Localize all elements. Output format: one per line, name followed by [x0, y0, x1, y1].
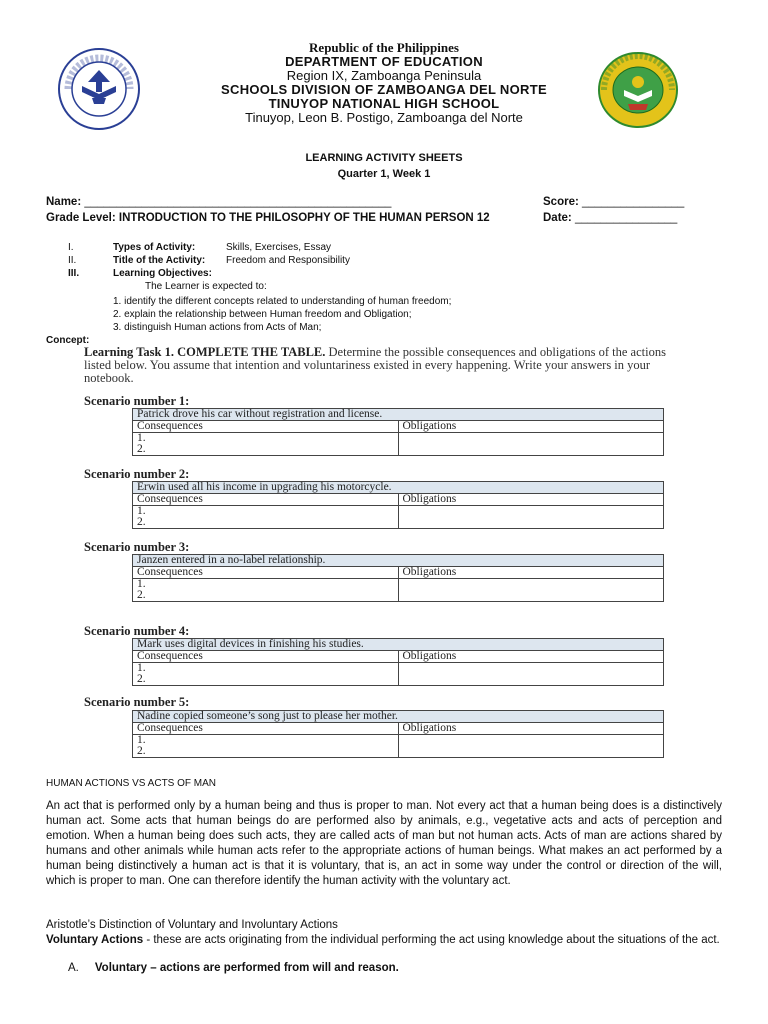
consequences-entry[interactable]: 1. 2.	[133, 579, 399, 602]
score-field[interactable]: ________________	[582, 196, 685, 208]
date-label: Date:	[543, 212, 572, 224]
obligations-header: Obligations	[398, 567, 664, 579]
scenario-table	[132, 638, 664, 686]
obligations-entry[interactable]	[398, 735, 664, 758]
objective-item: 2. explain the relationship between Human freedom and Obligation;	[113, 309, 412, 320]
score-label: Score:	[543, 196, 579, 208]
date-field[interactable]: ________________	[574, 212, 678, 224]
scenario-table	[132, 481, 664, 529]
concept-label: Concept:	[46, 335, 90, 346]
republic-heading: Republic of the Philippines	[309, 40, 459, 55]
scenario-text: Mark uses digital devices in finishing his studies.	[133, 639, 664, 651]
quarter-week: Quarter 1, Week 1	[337, 168, 431, 180]
scenario-table	[132, 710, 664, 758]
task-instructions: Determine the possible consequences and obligations of the actions listed below. You assume that intention and voluntariness existed in every happening. Write your answers in your notebook.	[84, 345, 666, 385]
objective-item: 3. distinguish Human actions from Acts of Man;	[113, 322, 322, 333]
consequences-header: Consequences	[133, 567, 399, 579]
voluntary-actions-text: - these are acts originating from the individual performing the act using knowledge about the situations of the act.	[143, 934, 720, 946]
address-heading: Tinuyop, Leon B. Postigo, Zamboanga del Norte	[245, 110, 523, 125]
grade-label: Grade Level:	[46, 212, 116, 224]
date-row	[543, 212, 677, 224]
consequences-header: Consequences	[133, 723, 399, 735]
learning-task	[84, 346, 670, 385]
item-a-label: Voluntary	[94, 962, 148, 974]
outline-label: Learning Objectives:	[113, 268, 212, 279]
division-heading: SCHOOLS DIVISION OF ZAMBOANGA DEL NORTE	[221, 82, 547, 97]
scenario-table	[132, 554, 664, 602]
scenario-text: Janzen entered in a no-label relationship.	[133, 555, 664, 567]
grade-row	[46, 212, 490, 224]
voluntary-actions-label: Voluntary Actions	[46, 934, 144, 946]
objectives-intro: The Learner is expected to:	[145, 281, 267, 292]
score-row	[543, 196, 684, 208]
name-row	[46, 196, 391, 208]
outline-num: III.	[68, 268, 80, 279]
aristotle-heading: Aristotle’s Distinction of Voluntary and Involuntary Actions	[46, 919, 338, 931]
scenario-label: Scenario number 3:	[84, 540, 190, 554]
consequences-entry[interactable]: 1. 2.	[133, 506, 399, 529]
item-a	[68, 962, 399, 974]
section-heading: HUMAN ACTIONS VS ACTS OF MAN	[46, 778, 217, 789]
obligations-entry[interactable]	[398, 663, 664, 686]
scenario-text: Erwin used all his income in upgrading his motorcycle.	[133, 482, 664, 494]
obligations-header: Obligations	[398, 723, 664, 735]
scenario-text: Patrick drove his car without registration and license.	[133, 409, 664, 421]
item-a-letter: A.	[68, 962, 79, 974]
scenario-label: Scenario number 2:	[84, 467, 190, 481]
outline-num: II.	[68, 255, 77, 266]
task-title: Learning Task 1. COMPLETE THE TABLE.	[84, 345, 326, 359]
obligations-entry[interactable]	[398, 579, 664, 602]
consequences-entry[interactable]: 1. 2.	[133, 663, 399, 686]
item-a-text: – actions are performed from will and reason.	[147, 962, 399, 974]
outline-num: I.	[68, 242, 74, 253]
scenario-table	[132, 408, 664, 456]
name-field[interactable]: ________________________________________________	[84, 196, 392, 208]
consequences-header: Consequences	[133, 494, 399, 506]
outline-label: Title of the Activity:	[113, 255, 206, 266]
department-heading: DEPARTMENT OF EDUCATION	[285, 54, 483, 69]
grade-value: INTRODUCTION TO THE PHILOSOPHY OF THE HUMAN PERSON 12	[118, 212, 490, 224]
obligations-entry[interactable]	[398, 506, 664, 529]
objective-item: 1. identify the different concepts related to understanding of human freedom;	[113, 296, 452, 307]
outline-value: Skills, Exercises, Essay	[226, 242, 332, 253]
scenario-text: Nadine copied someone’s song just to please her mother.	[133, 711, 664, 723]
school-heading: TINUYOP NATIONAL HIGH SCHOOL	[268, 96, 500, 111]
obligations-entry[interactable]	[398, 433, 664, 456]
scenario-label: Scenario number 4:	[84, 624, 190, 638]
obligations-header: Obligations	[398, 494, 664, 506]
obligations-header: Obligations	[398, 421, 664, 433]
consequences-entry[interactable]: 1. 2.	[133, 735, 399, 758]
consequences-header: Consequences	[133, 421, 399, 433]
region-heading: Region IX, Zamboanga Peninsula	[286, 68, 482, 83]
body-paragraph: An act that is performed only by a human being and thus is proper to man. Not every act that a human being does is a distinctively human act. Some acts that human beings do are performed also by animals, e.g., vegetative acts and acts of perception and emotion. When a human being does such acts, they are called acts of man but not human acts. Acts of man are actions shared by humans and other animals while human acts refer to the appropriate actions of human beings. What makes an act performed by a human being distinctively a human act is that it is voluntary, that is, an act in some way under the control or direction of the will, which is proper to man. One can therefore identify the human activity with the voluntary act.	[46, 800, 722, 887]
obligations-header: Obligations	[398, 651, 664, 663]
consequences-entry[interactable]: 1. 2.	[133, 433, 399, 456]
name-label: Name:	[46, 196, 82, 208]
sheet-title: LEARNING ACTIVITY SHEETS	[305, 152, 463, 164]
consequences-header: Consequences	[133, 651, 399, 663]
scenario-label: Scenario number 1:	[84, 394, 190, 408]
outline-value: Freedom and Responsibility	[226, 255, 350, 266]
voluntary-actions-paragraph	[46, 933, 722, 947]
outline-label: Types of Activity:	[113, 242, 196, 253]
scenario-label: Scenario number 5:	[84, 695, 190, 709]
